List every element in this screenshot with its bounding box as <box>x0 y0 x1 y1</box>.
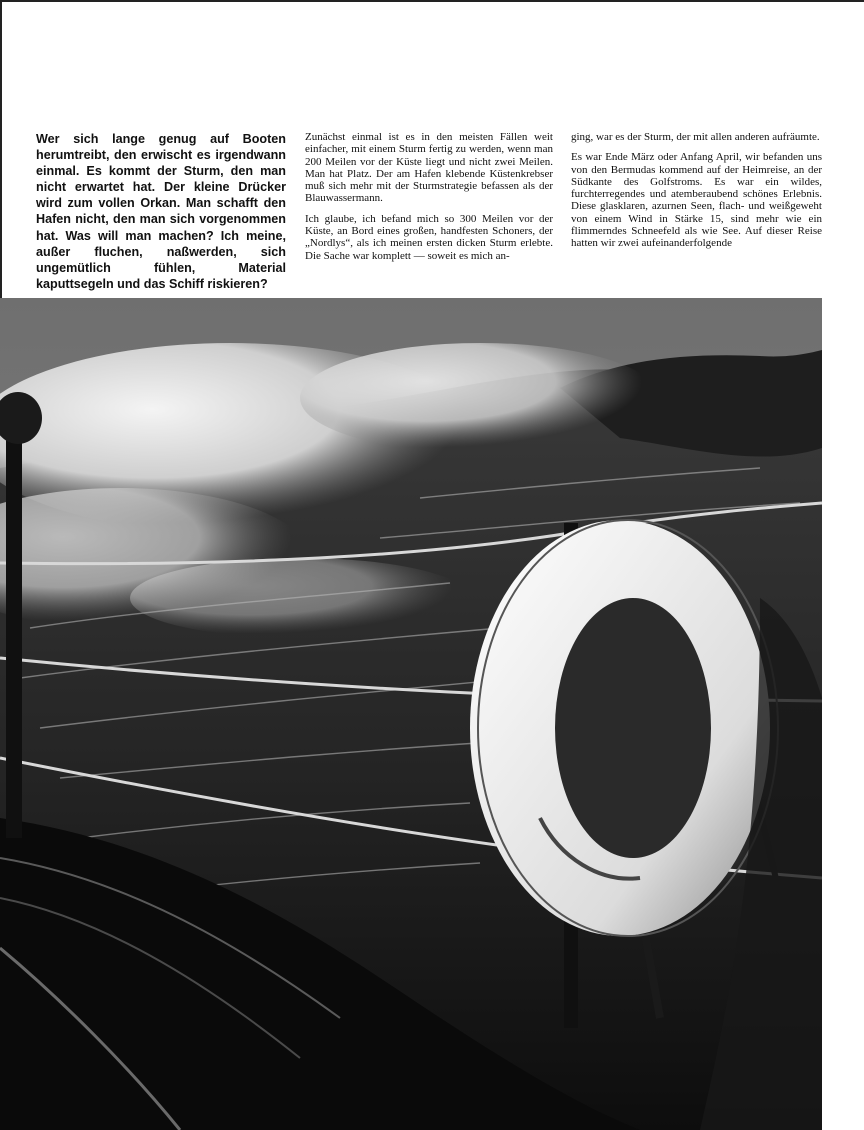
storm-sea-illustration <box>0 298 822 1130</box>
article-column-3 <box>571 131 822 258</box>
page-border-left <box>0 0 2 300</box>
column-2-paragraph-1: Zunächst einmal ist es in den meisten Fällen weit einfacher, mit einem Sturm fertig zu werden, wenn man 200 Meilen vor der Küste liegt und nicht zwei Meilen. Man hat Platz. Der am Hafen klebende Küstenkrebser muß sich mehr mit der Sturmstrategie befassen als der Blauwassermann. <box>305 131 553 205</box>
page-border-top <box>0 0 864 2</box>
column-2-paragraph-2: Ich glaube, ich befand mich so 300 Meilen vor der Küste, an Bord eines großen, handfesten Schoners, der „Nordlys“, als ich meinen ersten dicken Sturm erlebte. Die Sache war komplett — soweit es mich an- <box>305 212 553 262</box>
column-3-paragraph-1: ging, war es der Sturm, der mit allen anderen aufräumte. <box>571 131 820 143</box>
article-column-2 <box>305 131 553 270</box>
storm-sea-photo <box>0 298 822 1130</box>
column-3-paragraph-2: Es war Ende März oder Anfang April, wir befanden uns von den Bermudas kommend auf der Heimreise, an der Südkante des Golfstroms. Es war ein wildes, furchterregendes und atemberaubend schönes Erlebnis. Diese glasklaren, azurnen Seen, flach- und weißgeweht von einem Wind in Stärke 15, sind mehr wie ein flimmerndes Schneefeld als wie See. Auf dieser Reise hatten wir zwei aufeinanderfolgende <box>571 151 822 250</box>
article-lead: Wer sich lange genug auf Booten herumtreibt, den erwischt es irgendwann einmal. Es kommt der Sturm, den man nicht erwartet hat. Der kleine Drücker wird zum vollen Orkan. Man schafft den Hafen nicht, den man sich vorgenommen hat. Was will man machen? Ich meine, außer fluchen, naßwerden, sich ungemütlich fühlen, Material kaputtsegeln und das Schiff riskieren? <box>36 132 286 291</box>
